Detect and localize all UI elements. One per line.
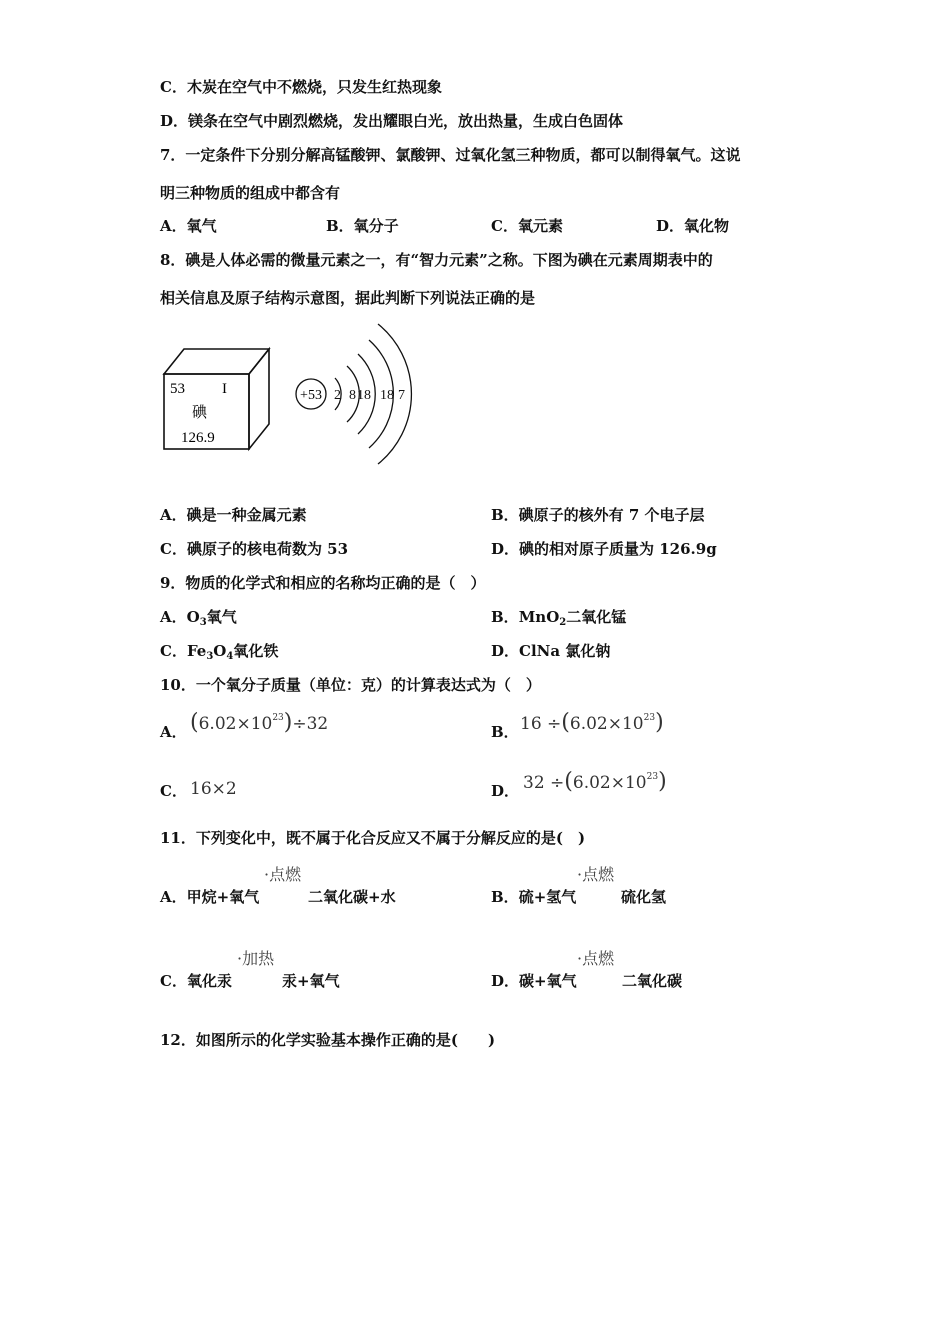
- shell-electrons: 8: [349, 388, 356, 403]
- q10-option-d-label: D．: [491, 782, 520, 800]
- option-label: B．: [491, 608, 519, 626]
- substance-name: 氯化钠: [560, 642, 611, 660]
- q10-option-b-expression: $16 \div(6.02\times 10^{23})$: [520, 710, 664, 735]
- q10-option-b-label: B．: [491, 723, 519, 741]
- shell-electrons: 18: [380, 388, 394, 403]
- q7-option-a: A．氧气: [160, 217, 217, 235]
- iodine-figure: [158, 318, 418, 468]
- periodic-table-cell: [164, 349, 269, 449]
- q11-option-b-condition: ·点燃: [577, 865, 615, 884]
- formula-subscript: 2: [559, 617, 567, 628]
- formula-subscript: 3: [206, 651, 214, 662]
- q11-option-d-products: 二氧化碳: [622, 972, 683, 990]
- nucleus-charge: +53: [300, 388, 322, 403]
- q10-option-c-expression: 16×2: [190, 779, 237, 799]
- q11-option-c-condition: ·加热: [237, 949, 275, 968]
- q12-stem: 12．如图所示的化学实验基本操作正确的是( ): [160, 1031, 496, 1049]
- element-mass: 126.9: [181, 430, 215, 446]
- q7-option-b: B．氧分子: [326, 217, 399, 235]
- q9-stem: 9．物质的化学式和相应的名称均正确的是（ ）: [160, 574, 486, 592]
- q11-stem: 11．下列变化中，既不属于化合反应又不属于分解反应的是( ): [160, 829, 586, 847]
- q8-option-d: D．碘的相对原子质量为 126.9g: [491, 540, 717, 558]
- shell-electrons: 2: [334, 388, 341, 403]
- substance-name: 氧气: [206, 608, 237, 626]
- option-label: D．: [491, 642, 520, 660]
- q11-option-b: B．硫+氢气: [491, 888, 577, 906]
- formula: MnO: [518, 608, 560, 626]
- q8-option-c: C．碘原子的核电荷数为 53: [160, 540, 349, 558]
- atom-structure-diagram: [296, 324, 411, 464]
- q8-option-a: A．碘是一种金属元素: [160, 506, 307, 524]
- q7-option-c: C．氧元素: [491, 217, 563, 235]
- q9-option-a: [160, 607, 237, 633]
- q10-stem: 10．一个氧分子质量（单位：克）的计算表达式为（ ）: [160, 676, 541, 694]
- q11-option-a-condition: ·点燃: [264, 865, 302, 884]
- q11-option-c: C．氧化汞: [160, 972, 232, 990]
- q8-stem-line2: 相关信息及原子结构示意图，据此判断下列说法正确的是: [160, 289, 536, 307]
- q11-option-a-products: 二氧化碳+水: [308, 888, 396, 906]
- q11-option-b-products: 硫化氢: [621, 888, 667, 906]
- option-label: A．: [160, 608, 187, 626]
- substance-name: 氧化铁: [233, 642, 279, 660]
- formula-subscript: 4: [226, 651, 234, 662]
- q11-option-a: A．甲烷+氧气: [160, 888, 260, 906]
- q6-option-d: D．镁条在空气中剧烈燃烧，发出耀眼白光，放出热量，生成白色固体: [160, 112, 624, 130]
- q7-stem-line2: 明三种物质的组成中都含有: [160, 184, 341, 202]
- substance-name: 二氧化锰: [566, 608, 627, 626]
- q11-option-d-condition: ·点燃: [577, 949, 615, 968]
- formula: O: [186, 608, 200, 626]
- q11-option-d: D．碳+氧气: [491, 972, 577, 990]
- q9-option-b: [491, 607, 626, 633]
- q9-option-d: [491, 641, 610, 661]
- q6-option-c: C．木炭在空气中不燃烧，只发生红热现象: [160, 78, 442, 96]
- q10-option-d-expression: $32 \div(6.02\times 10^{23})$: [523, 769, 667, 794]
- element-symbol: I: [222, 381, 227, 397]
- q7-stem-line1: 7．一定条件下分别分解高锰酸钾、氯酸钾、过氧化氢三种物质，都可以制得氧气。这说: [160, 146, 741, 164]
- formula-subscript: 3: [199, 617, 207, 628]
- q9-option-c: [160, 641, 278, 667]
- option-label: C．: [160, 642, 187, 660]
- q10-option-a-expression: $(6.02\times 10^{23})\div 32$: [190, 710, 329, 735]
- shell-electrons: 18: [357, 388, 371, 403]
- formula: O: [213, 642, 227, 660]
- q10-option-a-label: A．: [160, 723, 187, 741]
- q8-stem-line1: 8．碘是人体必需的微量元素之一，有“智力元素”之称。下图为碘在元素周期表中的: [160, 251, 713, 269]
- q7-option-d: D．氧化物: [656, 217, 730, 235]
- q10-option-c-label: C．: [160, 782, 187, 800]
- formula: Fe: [186, 642, 207, 660]
- formula: ClNa: [519, 642, 561, 660]
- q11-option-c-products: 汞+氧气: [282, 972, 340, 990]
- shell-electrons: 7: [398, 388, 405, 403]
- element-name: 碘: [192, 403, 208, 421]
- q8-option-b: B．碘原子的核外有 7 个电子层: [491, 506, 705, 524]
- element-number: 53: [170, 381, 185, 397]
